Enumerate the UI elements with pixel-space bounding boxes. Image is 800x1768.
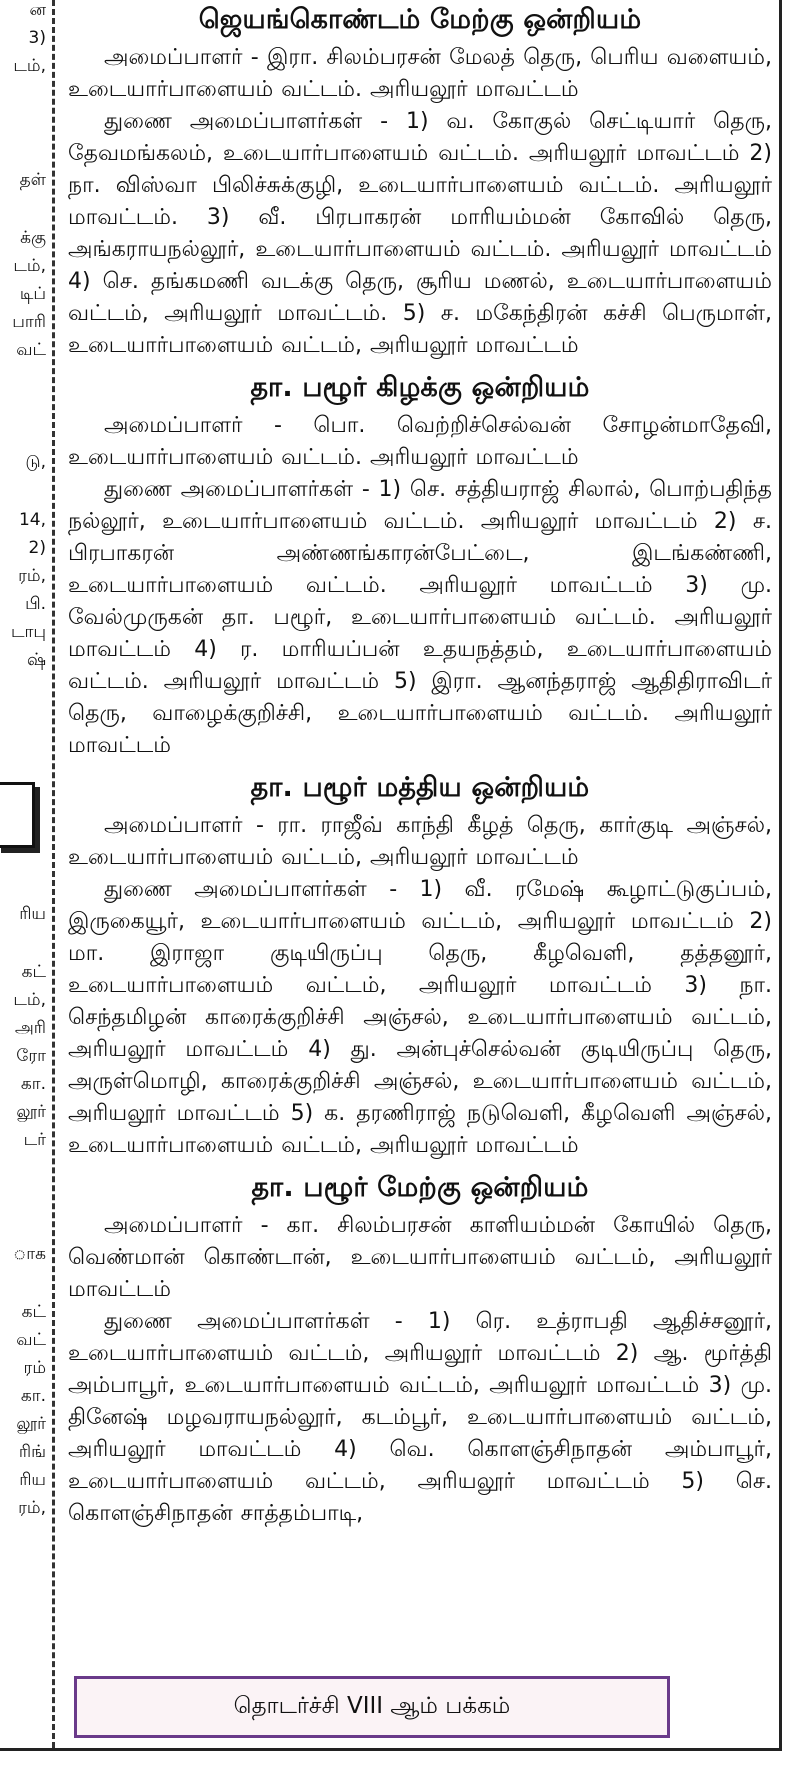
article-column bbox=[62, 0, 778, 1538]
section-title: தா. பழூர் மேற்கு ஒன்றியம் bbox=[251, 1172, 589, 1203]
adjacent-column-text: டிப் bbox=[19, 284, 46, 304]
adjacent-column-text: ரிய bbox=[19, 904, 46, 924]
section-title: ஜெயங்கொண்டம் மேற்கு ஒன்றியம் bbox=[198, 4, 642, 35]
adjacent-column-text: டு, bbox=[25, 452, 46, 472]
adjacent-column-box bbox=[0, 782, 35, 848]
adjacent-column-text: பி. bbox=[25, 594, 46, 614]
adjacent-column-text: டம், bbox=[13, 256, 46, 276]
adjacent-column-text: டாபு bbox=[10, 622, 46, 642]
section-thapazhur-central bbox=[62, 770, 778, 1162]
organiser-paragraph: அமைப்பாளர் - இரா. சிலம்பரசன் மேலத் தெரு, பெரிய வளையம், உடையார்பாளையம் வட்டம். அரியலூர் மாவட்டம் bbox=[68, 45, 772, 102]
deputy-organisers-paragraph: துணை அமைப்பாளர்கள் - 1) வீ. ரமேஷ் கூழாட்டுகுப்பம், இருகையூர், உடையார்பாளையம் வட்டம், அரியலூர் மாவட்டம் 2) மா. இராஜா குடியிருப்பு தெரு, கீழவெளி, தத்தனூர், உடையார்பாளையம் வட்டம், அரியலூர் மாவட்டம் 3) நா. செந்தமிழன் காரைக்குறிச்சி அஞ்சல், உடையார்பாளையம் வட்டம், அரியலூர் மாவட்டம் 4) து. அன்புச்செல்வன் குடியிருப்பு தெரு, அருள்மொழி, காரைக்குறிச்சி அஞ்சல், உடையார்பாளையம் வட்டம், அரியலூர் மாவட்டம் 5) க. தரணிராஜ் நடுவெளி, கீழவெளி அஞ்சல், உடையார்பாளையம் வட்டம், அரியலூர் மாவட்டம் bbox=[68, 877, 772, 1158]
section-title: தா. பழூர் மத்திய ஒன்றியம் bbox=[250, 772, 590, 803]
adjacent-column-fragment bbox=[0, 0, 50, 1740]
organiser-paragraph: அமைப்பாளர் - பொ. வெற்றிச்செல்வன் சோழன்மாதேவி, உடையார்பாளையம் வட்டம். அரியலூர் மாவட்டம் bbox=[68, 413, 772, 470]
adjacent-column-text: லூர் bbox=[16, 1414, 46, 1434]
adjacent-column-text: ரிங் bbox=[18, 1442, 46, 1462]
continuation-notice: தொடர்ச்சி VIII ஆம் பக்கம் bbox=[74, 1676, 670, 1738]
adjacent-column-text: ரோ bbox=[16, 1046, 46, 1066]
adjacent-column-text: கா. bbox=[20, 1386, 46, 1406]
page-border-right bbox=[779, 0, 782, 1750]
section-jayankondam-west bbox=[62, 2, 778, 362]
page-border-bottom bbox=[0, 1748, 782, 1751]
adjacent-column-text: ன bbox=[29, 0, 46, 20]
adjacent-column-text: கா. bbox=[20, 1074, 46, 1094]
adjacent-column-text: தள் bbox=[19, 170, 46, 190]
adjacent-column-text: 3) bbox=[28, 28, 46, 48]
section-thapazhur-east bbox=[62, 370, 778, 762]
column-divider bbox=[52, 0, 55, 1748]
adjacent-column-text: கட் bbox=[21, 1302, 46, 1322]
section-title: தா. பழூர் கிழக்கு ஒன்றியம் bbox=[250, 372, 590, 403]
adjacent-column-text: டம், bbox=[13, 990, 46, 1010]
adjacent-column-text: டர் bbox=[23, 1130, 46, 1150]
adjacent-column-text: பாரி bbox=[12, 312, 46, 332]
organiser-paragraph: அமைப்பாளர் - ரா. ராஜீவ் காந்தி கீழத் தெரு, கார்குடி அஞ்சல், உடையார்பாளையம் வட்டம், அரியலூர் மாவட்டம் bbox=[68, 813, 772, 870]
adjacent-column-text: 14, bbox=[18, 510, 46, 530]
deputy-organisers-paragraph: துணை அமைப்பாளர்கள் - 1) வ. கோகுல் செட்டியார் தெரு, தேவமங்கலம், உடையார்பாளையம் வட்டம். அரியலூர் மாவட்டம் 2) நா. விஸ்வா பிலிச்சுக்குழி, உடையார்பாளையம் வட்டம். அரியலூர் மாவட்டம். 3) வீ. பிரபாகரன் மாரியம்மன் கோவில் தெரு, அங்கராயநல்லூர், உடையார்பாளையம் வட்டம். அரியலூர் மாவட்டம் 4) செ. தங்கமணி வடக்கு தெரு, சூரிய மணல், உடையார்பாளையம் வட்டம், அரியலூர் மாவட்டம். 5) ச. மகேந்திரன் கச்சி பெருமாள், உடையார்பாளையம் வட்டம், அரியலூர் மாவட்டம் bbox=[68, 109, 772, 358]
adjacent-column-text: லூர் bbox=[16, 1102, 46, 1122]
adjacent-column-text: ஷ் bbox=[26, 650, 46, 670]
adjacent-column-text: ரம் bbox=[23, 1358, 46, 1378]
adjacent-column-text: அரி bbox=[14, 1018, 46, 1038]
adjacent-column-text: ரம், bbox=[18, 1498, 46, 1518]
adjacent-column-text: ரம், bbox=[18, 566, 46, 586]
deputy-organisers-paragraph: துணை அமைப்பாளர்கள் - 1) செ. சத்தியராஜ் சிலால், பொற்பதிந்த நல்லூர், உடையார்பாளையம் வட்டம். அரியலூர் மாவட்டம் 2) ச. பிரபாகரன் அண்ணங்காரன்பேட்டை, இடங்கண்ணி, உடையார்பாளையம் வட்டம். அரியலூர் மாவட்டம் 3) மு. வேல்முருகன் தா. பழூர், உடையார்பாளையம் வட்டம். அரியலூர் மாவட்டம் 4) ர. மாரியப்பன் உதயநத்தம், உடையார்பாளையம் வட்டம். அரியலூர் மாவட்டம் 5) இரா. ஆனந்தராஜ் ஆதிதிராவிடர் தெரு, வாழைக்குறிச்சி, உடையார்பாளையம் வட்டம். அரியலூர் மாவட்டம் bbox=[68, 477, 772, 758]
section-thapazhur-west bbox=[62, 1170, 778, 1530]
adjacent-column-text: க்கு bbox=[20, 228, 46, 248]
organiser-paragraph: அமைப்பாளர் - கா. சிலம்பரசன் காளியம்மன் கோயில் தெரு, வெண்மான் கொண்டான், உடையார்பாளையம் வட்டம், அரியலூர் மாவட்டம் bbox=[68, 1213, 772, 1302]
adjacent-column-text: வட் bbox=[16, 1330, 46, 1350]
adjacent-column-text: டம், bbox=[13, 56, 46, 76]
deputy-organisers-paragraph: துணை அமைப்பாளர்கள் - 1) ரெ. உத்ராபதி ஆதிச்சனூர், உடையார்பாளையம் வட்டம், அரியலூர் மாவட்டம் 2) ஆ. மூர்த்தி அம்பாபூர், உடையார்பாளையம் வட்டம், அரியலூர் மாவட்டம் 3) மு. தினேஷ் மழவராயநல்லூர், கடம்பூர், உடையார்பாளையம் வட்டம், அரியலூர் மாவட்டம் 4) வெ. கொளஞ்சிநாதன் அம்பாபூர், உடையார்பாளையம் வட்டம், அரியலூர் மாவட்டம் 5) செ. கொளஞ்சிநாதன் சாத்தம்பாடி, bbox=[68, 1309, 772, 1526]
adjacent-column-text: கட் bbox=[21, 962, 46, 982]
adjacent-column-text: 2) bbox=[28, 538, 46, 558]
adjacent-column-text: வட் bbox=[16, 340, 46, 360]
adjacent-column-text: ரிய bbox=[19, 1470, 46, 1490]
adjacent-column-text: ாக bbox=[13, 1244, 46, 1264]
